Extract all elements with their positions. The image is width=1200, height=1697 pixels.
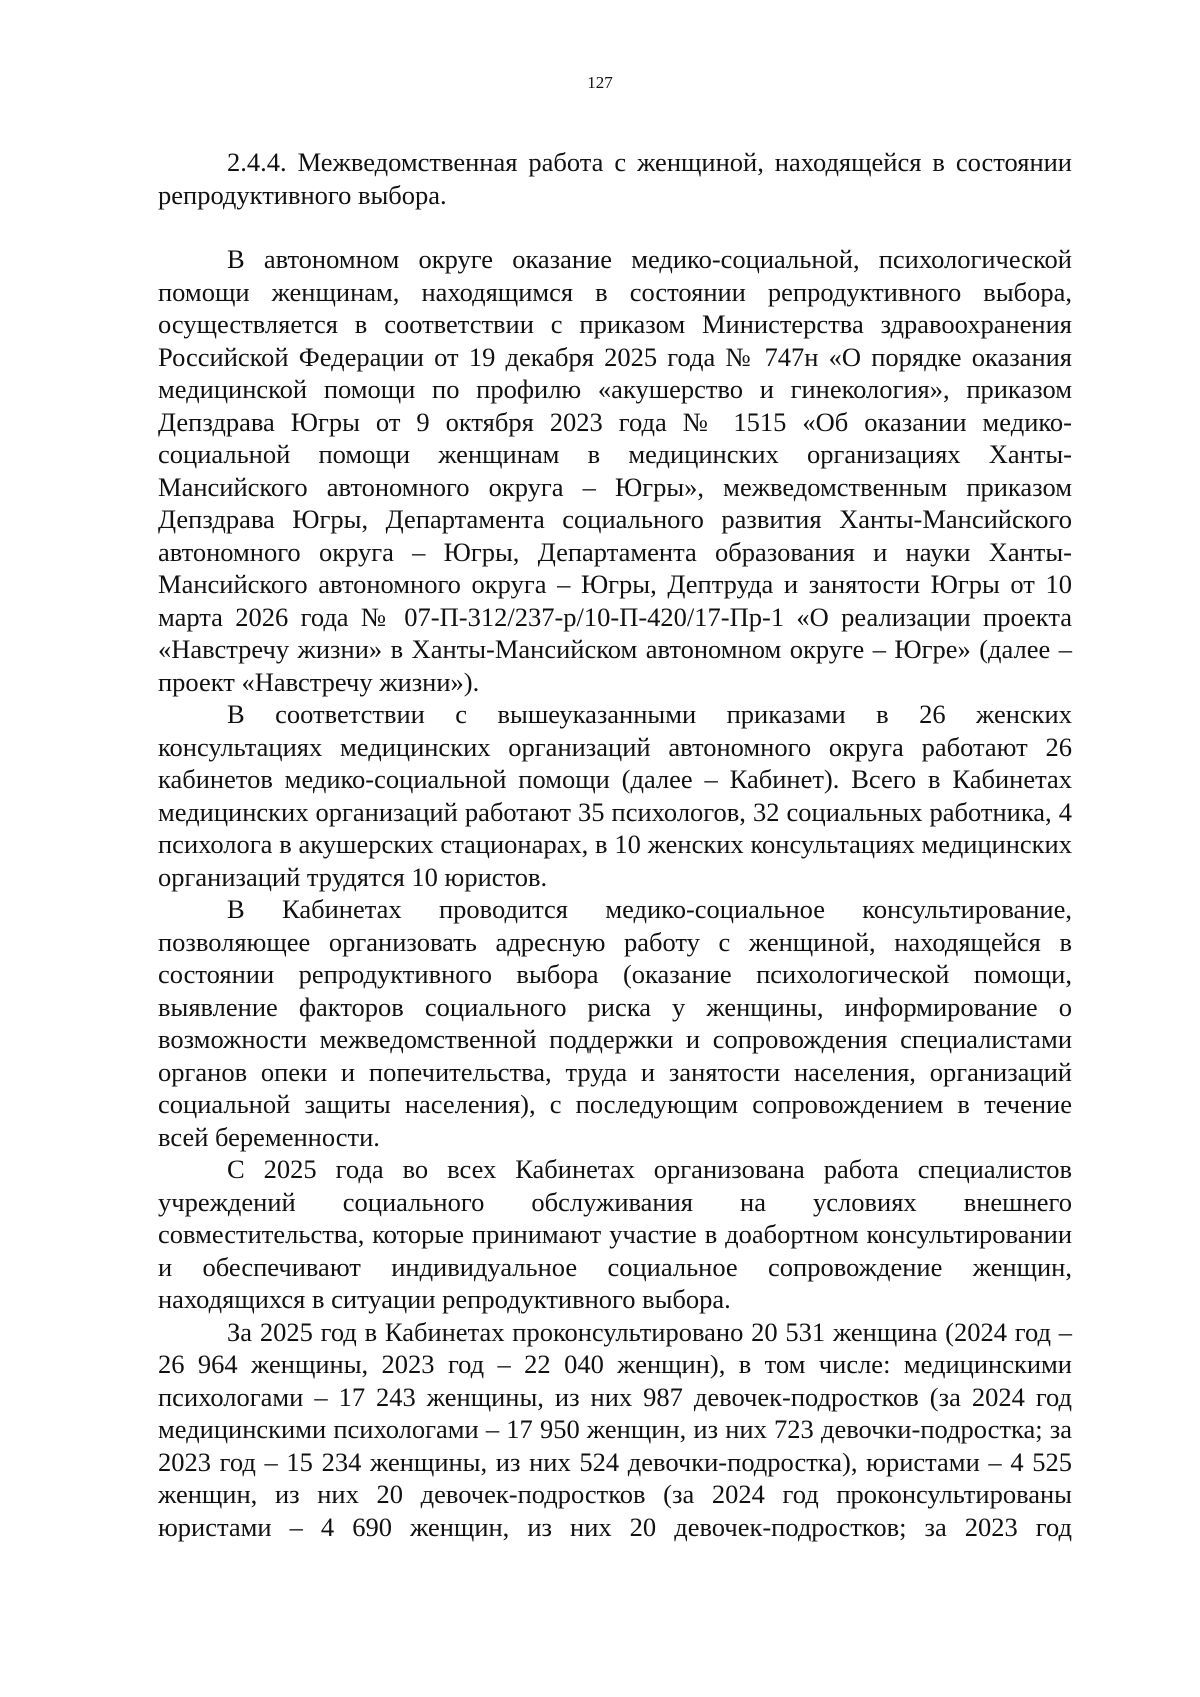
paragraph-social-specialists: С 2025 года во всех Кабинетах организована работа специалистов учреждений социального обслуживания на условиях внешнего совместительства, которые принимают участие в доабортном консультировании и обеспечивают индивидуальное социальное сопровождение женщин, находящихся в ситуации репродуктивного выбора. [158,1154,1072,1314]
paragraph-consulting: В Кабинетах проводится медико-социальное консультирование, позволяющее организовать адресную работу с женщиной, находящейся в состоянии репродуктивного выбора (оказание психологической помощи, выявление факторов социального риска у женщины, информирование о возможности межведомственной поддержки и сопровождения специалистами органов опеки и попечительства, труда и занятости населения, организаций социальной защиты населения), с последующим сопровождением в течение всей беременности. [158,894,1072,1152]
page-number: 127 [587,73,613,92]
section-heading: 2.4.4. Межведомственная работа с женщиной, находящейся в состоянии репродуктивного выбора. [158,147,1072,210]
document-body [158,146,1072,1543]
paragraph-legal-basis: В автономном округе оказание медико-социальной, психологической помощи женщинам, находящимся в состоянии репродуктивного выбора, осуществляется в соответствии с приказом Министерства здравоохранения Российской Федерации от 19 декабря 2025 года № 747н «О порядке оказания медицинской помощи по профилю «акушерство и гинекология», приказом Депздрава Югры от 9 октября 2023 года № 1515 «Об оказании медико-социальной помощи женщинам в медицинских организациях Ханты-Мансийского автономного округа – Югры», межведомственным приказом Депздрава Югры, Департамента социального развития Ханты-Мансийского автономного округа – Югры, Департамента образования и науки Ханты-Мансийского автономного округа – Югры, Дептруда и занятости Югры от 10 марта 2026 года № 07-П-312/237-р/10-П-420/17-Пр-1 «О реализации проекта «Навстречу жизни» в Ханты-Мансийском автономном округе – Югре» (далее – проект «Навстречу жизни»). [158,244,1072,697]
paragraph-statistics: За 2025 год в Кабинетах проконсультировано 20 531 женщина (2024 год – 26 964 женщины, 2023 год – 22 040 женщин), в том числе: медицинскими психологами – 17 243 женщины, из них 987 девочек-подростков (за 2024 год медицинскими психологами – 17 950 женщин, из них 723 девочки-подростка; за 2023 год – 15 234 женщины, из них 524 девочки-подростка), юристами – 4 525 женщин, из них 20 девочек-подростков (за 2024 год проконсультированы юристами – 4 690 женщин, из них 20 девочек-подростков; за 2023 год [158,1316,1072,1542]
paragraph-cabinets-staff: В соответствии с вышеуказанными приказами в 26 женских консультациях медицинских организаций автономного округа работают 26 кабинетов медико-социальной помощи (далее – Кабинет). Всего в Кабинетах медицинских организаций работают 35 психологов, 32 социальных работника, 4 психолога в акушерских стационарах, в 10 женских консультациях медицинских организаций трудятся 10 юристов. [158,699,1072,892]
